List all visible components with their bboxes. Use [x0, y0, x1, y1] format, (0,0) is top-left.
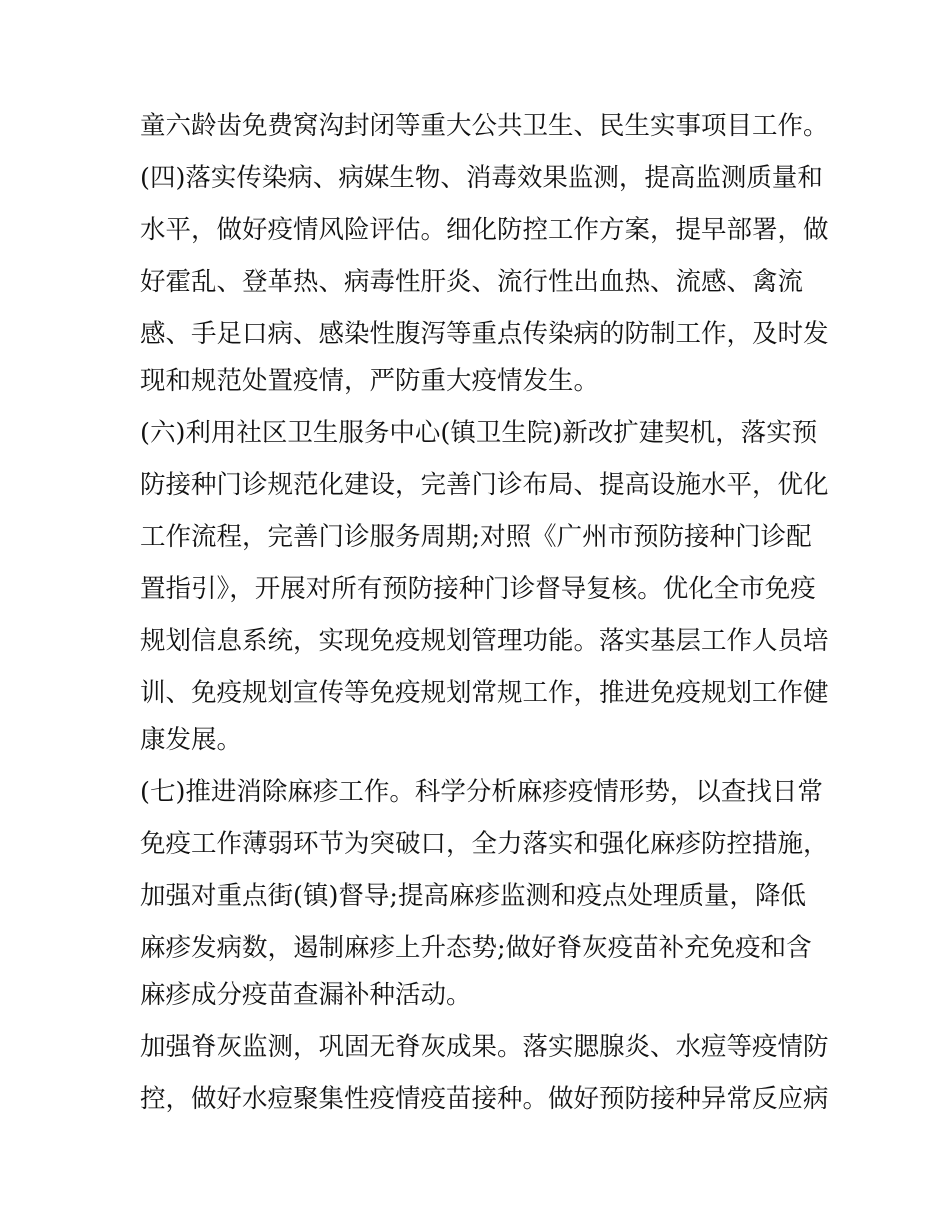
text-line-2: (四)落实传染病、病媒生物、消毒效果监测，提高监测质量和 — [140, 163, 823, 193]
text-line-19: 加强脊灰监测，巩固无脊灰成果。落实腮腺炎、水痘等疫情防 — [140, 1032, 829, 1062]
text-line-1: 童六龄齿免费窝沟封闭等重大公共卫生、民生实事项目工作。 — [140, 111, 829, 141]
text-line-11: 规划信息系统，实现免疫规划管理功能。落实基层工作人员培 — [140, 626, 829, 656]
text-line-16: 加强对重点街(镇)督导;提高麻疹监测和疫点处理质量，降低 — [140, 881, 806, 911]
text-line-12: 训、免疫规划宣传等免疫规划常规工作，推进免疫规划工作健 — [140, 678, 829, 708]
text-line-9: 工作流程，完善门诊服务周期;对照《广州市预防接种门诊配 — [140, 522, 812, 552]
text-line-13: 康发展。 — [140, 725, 243, 755]
text-line-7: (六)利用社区卫生服务中心(镇卫生院)新改扩建契机，落实预 — [140, 418, 818, 448]
text-line-4: 好霍乱、登革热、病毒性肝炎、流行性出血热、流感、禽流 — [140, 267, 804, 297]
text-line-3: 水平，做好疫情风险评估。细化防控工作方案，提早部署，做 — [140, 215, 829, 245]
text-line-15: 免疫工作薄弱环节为突破口，全力落实和强化麻疹防控措施， — [140, 829, 829, 859]
text-line-6: 现和规范处置疫情，严防重大疫情发生。 — [140, 366, 600, 396]
text-line-8: 防接种门诊规范化建设，完善门诊布局、提高设施水平，优化 — [140, 470, 829, 500]
text-line-5: 感、手足口病、感染性腹泻等重点传染病的防制工作，及时发 — [140, 319, 829, 349]
text-line-20: 控，做好水痘聚集性疫情疫苗接种。做好预防接种异常反应病 — [140, 1084, 829, 1114]
text-line-10: 置指引》，开展对所有预防接种门诊督导复核。优化全市免疫 — [140, 574, 816, 604]
text-line-18: 麻疹成分疫苗查漏补种活动。 — [140, 980, 472, 1010]
text-line-14: (七)推进消除麻疹工作。科学分析麻疹疫情形势，以查找日常 — [140, 777, 823, 807]
text-line-17: 麻疹发病数，遏制麻疹上升态势;做好脊灰疫苗补充免疫和含 — [140, 933, 812, 963]
